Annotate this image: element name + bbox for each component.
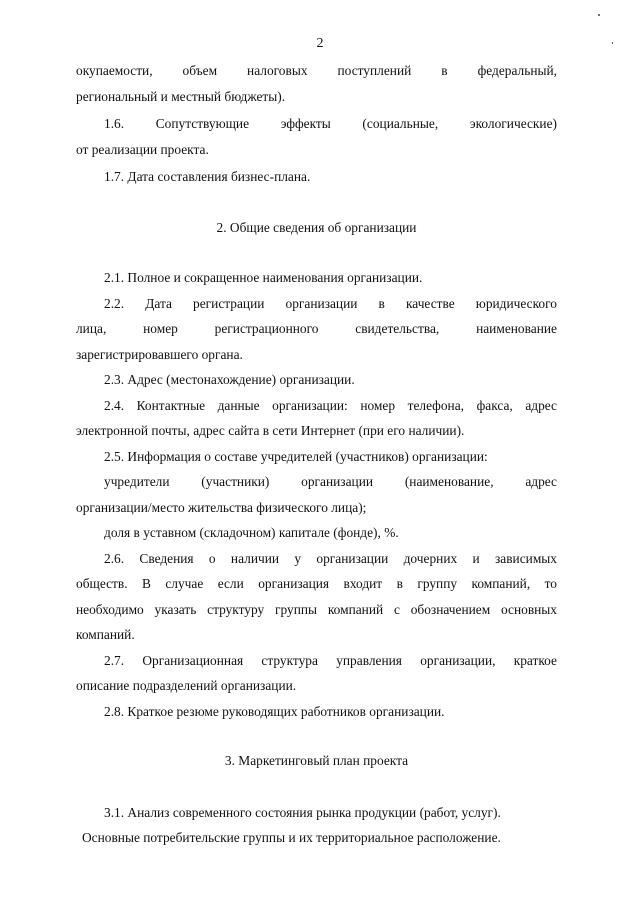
paragraph-1-6 [76,111,557,162]
text-line: 2.1. Полное и сокращенное наименования организации. [104,270,423,285]
text-line: учредители (участники) организации (наименование, адрес [104,474,557,489]
paragraph-2-4 [76,393,557,444]
text-line: 1.6. Сопутствующие эффекты (социальные, экологические) [104,116,557,131]
paragraph-2-5 [76,444,557,470]
page-number: 2 [316,36,324,51]
text-line: 2.7. Организационная структура управления организации, краткое [104,652,557,668]
text-line: Основные потребительские группы и их территориальное расположение. [82,830,501,845]
text-line: от реализации проекта. [76,141,209,157]
text-line: окупаемости, объем налоговых поступлений в федеральный, [76,63,557,78]
text-line: электронной почты, адрес сайта в сети Интернет (при его наличии). [76,423,465,438]
text-line: 2.3. Адрес (местонахождение) организации. [104,372,355,387]
text-line: необходимо указать структуру группы компаний с обозначением основных [76,601,557,617]
text-line: обществ. В случае если организация входит в группу компаний, то [76,576,557,591]
text-line: региональный и местный бюджеты). [76,88,286,104]
text-line: описание подразделений организации. [76,678,297,693]
paragraph-2-6 [76,546,557,648]
section-2-heading: 2. Общие сведения об организации [216,219,417,235]
text-line: 1.7. Дата составления бизнес-плана. [104,169,311,184]
text-line: 2.2. Дата регистрации организации в качестве юридического [104,295,557,311]
text-line: организации/место жительства физического лица); [76,499,367,515]
text-line: компаний. [76,627,135,642]
text-line: 2.8. Краткое резюме руководящих работников организации. [104,703,445,719]
text-line: лица, номер регистрационного свидетельства, наименование [76,321,557,336]
paragraph-2-7 [76,648,557,699]
paragraph-3-1 [76,800,557,851]
scan-speck [598,14,600,16]
paragraph-2-3 [76,367,557,393]
document-body [76,58,557,851]
paragraph-2-8 [76,699,557,725]
text-line: зарегистрировавшего органа. [76,346,243,362]
section-3-heading: 3. Маркетинговый план проекта [224,753,409,768]
text-line: 3.1. Анализ современного состояния рынка продукции (работ, услуг). [104,804,501,820]
paragraph-payback [76,58,557,109]
text-line: 2.6. Сведения о наличии у организации дочерних и зависимых [104,550,557,566]
text-line: 2.5. Информация о составе учредителей (участников) организации: [104,448,488,464]
paragraph-2-5-founders [76,469,557,520]
paragraph-2-2 [76,291,557,368]
paragraph-2-5-share [76,520,557,546]
text-line: доля в уставном (складочном) капитале (фонде), %. [104,525,399,540]
paragraph-2-1 [76,265,557,291]
text-line: 2.4. Контактные данные организации: номер телефона, факса, адрес [104,397,557,413]
paragraph-1-7 [76,164,557,190]
scan-speck [612,42,613,44]
